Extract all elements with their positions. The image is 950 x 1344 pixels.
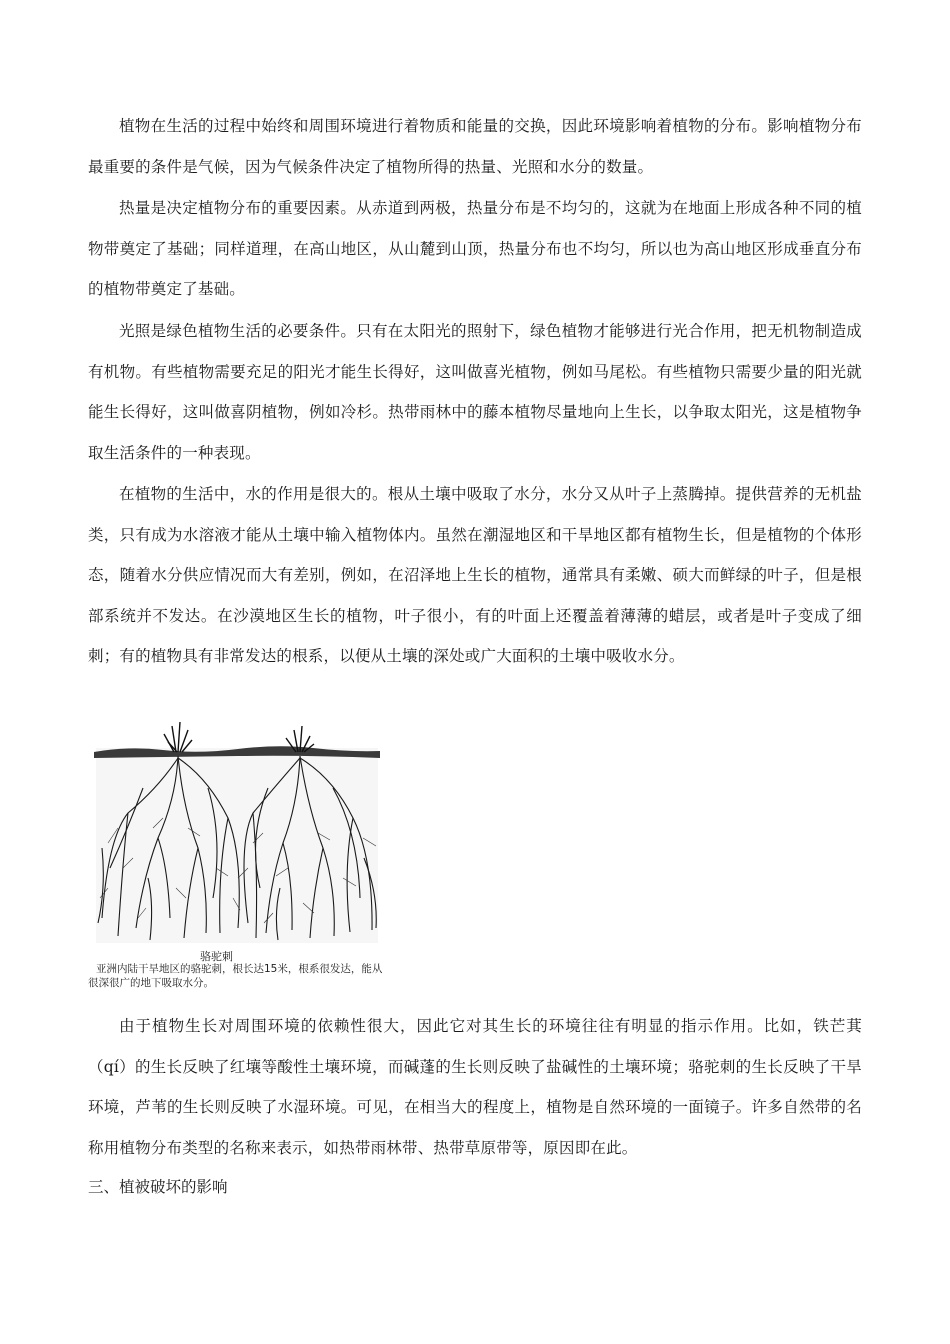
figure-title: 骆驼刺 (200, 950, 233, 963)
root-system-illustration (88, 718, 388, 953)
paragraph-indicator-plants: 由于植物生长对周围环境的依赖性很大，因此它对其生长的环境往往有明显的指示作用。比如，铁芒萁（qí）的生长反映了红壤等酸性土壤环境，而碱蓬的生长则反映了盐碱性的土壤环境；骆驼刺的生长反映了干旱环境，芦苇的生长则反映了水湿环境。可见，在相当大的程度上，植物是自然环境的一面镜子。许多自然带的名称用植物分布类型的名称来表示，如热带雨林带、热带草原带等，原因即在此。 (88, 1017, 862, 1157)
paragraph-water: 在植物的生活中，水的作用是很大的。根从土壤中吸取了水分，水分又从叶子上蒸腾掉。提供营养的无机盐类，只有成为水溶液才能从土壤中输入植物体内。虽然在潮湿地区和干旱地区都有植物生长，但是植物的个体形态，随着水分供应情况而大有差别，例如，在沼泽地上生长的植物，通常具有柔嫩、硕大而鲜绿的叶子，但是根部系统并不发达。在沙漠地区生长的植物，叶子很小，有的叶面上还覆盖着薄薄的蜡层，或者是叶子变成了细刺；有的植物具有非常发达的根系，以便从土壤的深处或广大面积的土壤中吸收水分。 (88, 485, 862, 665)
paragraph-light: 光照是绿色植物生活的必要条件。只有在太阳光的照射下，绿色植物才能够进行光合作用，把无机物制造成有机物。有些植物需要充足的阳光才能生长得好，这叫做喜光植物，例如马尾松。有些植物只需要少量的阳光就能生长得好，这叫做喜阴植物，例如冷杉。热带雨林中的藤本植物尽量地向上生长，以争取太阳光，这是植物争取生活条件的一种表现。 (88, 322, 862, 462)
paragraph-heat: 热量是决定植物分布的重要因素。从赤道到两极，热量分布是不均匀的，这就为在地面上形成各种不同的植物带奠定了基础；同样道理，在高山地区，从山麓到山顶，热量分布也不均匀，所以也为高山地区形成垂直分布的植物带奠定了基础。 (88, 199, 862, 298)
figure-caption: 亚洲内陆干旱地区的骆驼刺，根长达15米，根系很发达，能从很深很广的地下吸取水分。 (88, 963, 383, 989)
section-heading: 三、植被破坏的影响 (88, 1178, 228, 1196)
camelthorn-root-figure (88, 718, 388, 993)
paragraph-vegetation-environment: 植物在生活的过程中始终和周围环境进行着物质和能量的交换，因此环境影响着植物的分布。影响植物分布最重要的条件是气候，因为气候条件决定了植物所得的热量、光照和水分的数量。 (88, 117, 862, 176)
